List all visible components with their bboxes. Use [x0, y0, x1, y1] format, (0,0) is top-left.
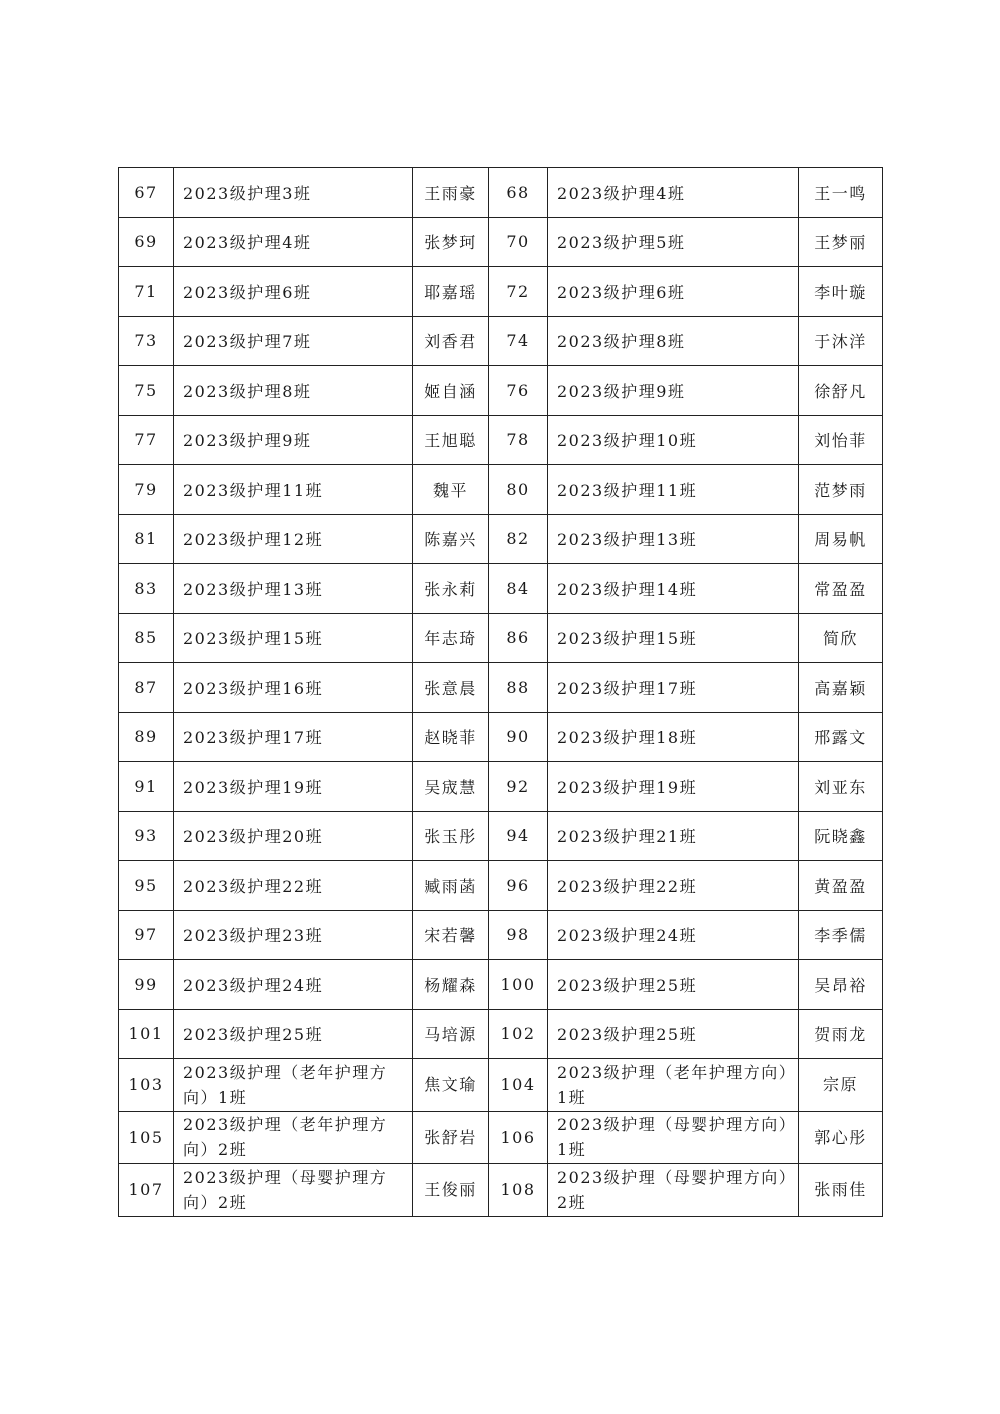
student-name-cell: 吴宬慧 [413, 762, 489, 812]
student-number-cell: 68 [489, 168, 548, 218]
student-name-cell: 杨耀森 [413, 960, 489, 1010]
table-row [119, 465, 883, 515]
student-number-cell: 91 [119, 762, 174, 812]
class-name-cell: 2023级护理11班 [548, 465, 799, 515]
table-row [119, 663, 883, 713]
student-name-cell: 张永莉 [413, 564, 489, 614]
student-number-cell: 86 [489, 613, 548, 663]
student-name-cell: 张雨佳 [799, 1164, 883, 1217]
class-name-cell: 2023级护理9班 [174, 415, 413, 465]
student-name-cell: 邢露文 [799, 712, 883, 762]
class-name-cell: 2023级护理13班 [174, 564, 413, 614]
student-number-cell: 88 [489, 663, 548, 713]
student-number-cell: 84 [489, 564, 548, 614]
student-number-cell: 105 [119, 1111, 174, 1164]
student-name-cell: 王俊丽 [413, 1164, 489, 1217]
student-name-cell: 常盈盈 [799, 564, 883, 614]
table-row [119, 762, 883, 812]
class-name-cell: 2023级护理19班 [548, 762, 799, 812]
student-name-cell: 徐舒凡 [799, 366, 883, 416]
student-name-cell: 李季儒 [799, 910, 883, 960]
student-name-cell: 张意晨 [413, 663, 489, 713]
student-number-cell: 72 [489, 267, 548, 317]
student-name-cell: 高嘉颖 [799, 663, 883, 713]
student-number-cell: 104 [489, 1059, 548, 1112]
student-name-cell: 张玉彤 [413, 811, 489, 861]
student-number-cell: 92 [489, 762, 548, 812]
class-name-cell: 2023级护理4班 [174, 217, 413, 267]
student-number-cell: 87 [119, 663, 174, 713]
student-number-cell: 79 [119, 465, 174, 515]
student-name-cell: 焦文瑜 [413, 1059, 489, 1112]
class-name-cell: 2023级护理25班 [548, 1009, 799, 1059]
class-name-cell: 2023级护理25班 [174, 1009, 413, 1059]
student-number-cell: 90 [489, 712, 548, 762]
student-name-cell: 阮晓鑫 [799, 811, 883, 861]
table-row [119, 168, 883, 218]
student-name-cell: 马培源 [413, 1009, 489, 1059]
student-number-cell: 103 [119, 1059, 174, 1112]
roster-body [119, 168, 883, 1217]
class-name-cell: 2023级护理11班 [174, 465, 413, 515]
student-name-cell: 赵晓菲 [413, 712, 489, 762]
class-name-cell: 2023级护理21班 [548, 811, 799, 861]
class-name-cell: 2023级护理7班 [174, 316, 413, 366]
class-name-cell: 2023级护理（老年护理方向）1班 [174, 1059, 413, 1112]
student-number-cell: 107 [119, 1164, 174, 1217]
class-name-cell: 2023级护理16班 [174, 663, 413, 713]
table-row [119, 1009, 883, 1059]
class-name-cell: 2023级护理（母婴护理方向）1班 [548, 1111, 799, 1164]
table-row [119, 811, 883, 861]
student-number-cell: 99 [119, 960, 174, 1010]
student-number-cell: 74 [489, 316, 548, 366]
student-number-cell: 102 [489, 1009, 548, 1059]
student-number-cell: 75 [119, 366, 174, 416]
class-name-cell: 2023级护理3班 [174, 168, 413, 218]
class-name-cell: 2023级护理（母婴护理方向）2班 [174, 1164, 413, 1217]
student-number-cell: 78 [489, 415, 548, 465]
table-row [119, 861, 883, 911]
class-name-cell: 2023级护理15班 [548, 613, 799, 663]
student-number-cell: 89 [119, 712, 174, 762]
student-name-cell: 魏平 [413, 465, 489, 515]
class-name-cell: 2023级护理24班 [548, 910, 799, 960]
table-row [119, 415, 883, 465]
table-row [119, 316, 883, 366]
student-name-cell: 姬自涵 [413, 366, 489, 416]
student-number-cell: 95 [119, 861, 174, 911]
student-name-cell: 简欣 [799, 613, 883, 663]
class-name-cell: 2023级护理22班 [174, 861, 413, 911]
table-row [119, 366, 883, 416]
student-name-cell: 范梦雨 [799, 465, 883, 515]
student-name-cell: 宋若馨 [413, 910, 489, 960]
class-name-cell: 2023级护理6班 [548, 267, 799, 317]
class-name-cell: 2023级护理（老年护理方向）1班 [548, 1059, 799, 1112]
student-number-cell: 100 [489, 960, 548, 1010]
student-name-cell: 李叶璇 [799, 267, 883, 317]
student-number-cell: 101 [119, 1009, 174, 1059]
table-row [119, 267, 883, 317]
table-row [119, 1059, 883, 1112]
student-number-cell: 108 [489, 1164, 548, 1217]
student-name-cell: 于沐洋 [799, 316, 883, 366]
student-name-cell: 张梦珂 [413, 217, 489, 267]
student-name-cell: 张舒岩 [413, 1111, 489, 1164]
class-name-cell: 2023级护理9班 [548, 366, 799, 416]
table-row [119, 217, 883, 267]
table-row [119, 514, 883, 564]
class-name-cell: 2023级护理5班 [548, 217, 799, 267]
student-name-cell: 刘怡菲 [799, 415, 883, 465]
student-name-cell: 年志琦 [413, 613, 489, 663]
class-name-cell: 2023级护理8班 [174, 366, 413, 416]
table-row [119, 564, 883, 614]
table-row [119, 1111, 883, 1164]
table-row [119, 910, 883, 960]
student-number-cell: 83 [119, 564, 174, 614]
student-number-cell: 96 [489, 861, 548, 911]
student-number-cell: 73 [119, 316, 174, 366]
student-number-cell: 97 [119, 910, 174, 960]
class-name-cell: 2023级护理24班 [174, 960, 413, 1010]
student-name-cell: 刘香君 [413, 316, 489, 366]
class-name-cell: 2023级护理10班 [548, 415, 799, 465]
class-name-cell: 2023级护理17班 [174, 712, 413, 762]
student-number-cell: 76 [489, 366, 548, 416]
student-name-cell: 陈嘉兴 [413, 514, 489, 564]
student-number-cell: 69 [119, 217, 174, 267]
class-name-cell: 2023级护理20班 [174, 811, 413, 861]
table-row [119, 613, 883, 663]
student-name-cell: 郭心彤 [799, 1111, 883, 1164]
table-row [119, 1164, 883, 1217]
table-row [119, 960, 883, 1010]
class-name-cell: 2023级护理17班 [548, 663, 799, 713]
class-name-cell: 2023级护理6班 [174, 267, 413, 317]
student-name-cell: 王梦丽 [799, 217, 883, 267]
student-name-cell: 王一鸣 [799, 168, 883, 218]
student-number-cell: 67 [119, 168, 174, 218]
table-row [119, 712, 883, 762]
class-name-cell: 2023级护理18班 [548, 712, 799, 762]
roster-table [118, 167, 883, 1217]
student-name-cell: 耶嘉瑶 [413, 267, 489, 317]
student-number-cell: 77 [119, 415, 174, 465]
student-number-cell: 85 [119, 613, 174, 663]
student-name-cell: 贺雨龙 [799, 1009, 883, 1059]
class-name-cell: 2023级护理19班 [174, 762, 413, 812]
student-name-cell: 王旭聪 [413, 415, 489, 465]
student-name-cell: 黄盈盈 [799, 861, 883, 911]
class-name-cell: 2023级护理4班 [548, 168, 799, 218]
class-name-cell: 2023级护理13班 [548, 514, 799, 564]
student-name-cell: 吴昂裕 [799, 960, 883, 1010]
student-number-cell: 98 [489, 910, 548, 960]
student-number-cell: 93 [119, 811, 174, 861]
class-name-cell: 2023级护理12班 [174, 514, 413, 564]
class-name-cell: 2023级护理22班 [548, 861, 799, 911]
student-number-cell: 106 [489, 1111, 548, 1164]
class-name-cell: 2023级护理23班 [174, 910, 413, 960]
student-number-cell: 82 [489, 514, 548, 564]
student-number-cell: 94 [489, 811, 548, 861]
student-number-cell: 71 [119, 267, 174, 317]
class-name-cell: 2023级护理15班 [174, 613, 413, 663]
student-number-cell: 70 [489, 217, 548, 267]
class-name-cell: 2023级护理（老年护理方向）2班 [174, 1111, 413, 1164]
student-name-cell: 刘亚东 [799, 762, 883, 812]
class-name-cell: 2023级护理25班 [548, 960, 799, 1010]
class-name-cell: 2023级护理8班 [548, 316, 799, 366]
class-name-cell: 2023级护理（母婴护理方向）2班 [548, 1164, 799, 1217]
student-name-cell: 宗原 [799, 1059, 883, 1112]
class-name-cell: 2023级护理14班 [548, 564, 799, 614]
student-name-cell: 臧雨菡 [413, 861, 489, 911]
student-name-cell: 周易帆 [799, 514, 883, 564]
student-number-cell: 81 [119, 514, 174, 564]
student-name-cell: 王雨豪 [413, 168, 489, 218]
student-number-cell: 80 [489, 465, 548, 515]
